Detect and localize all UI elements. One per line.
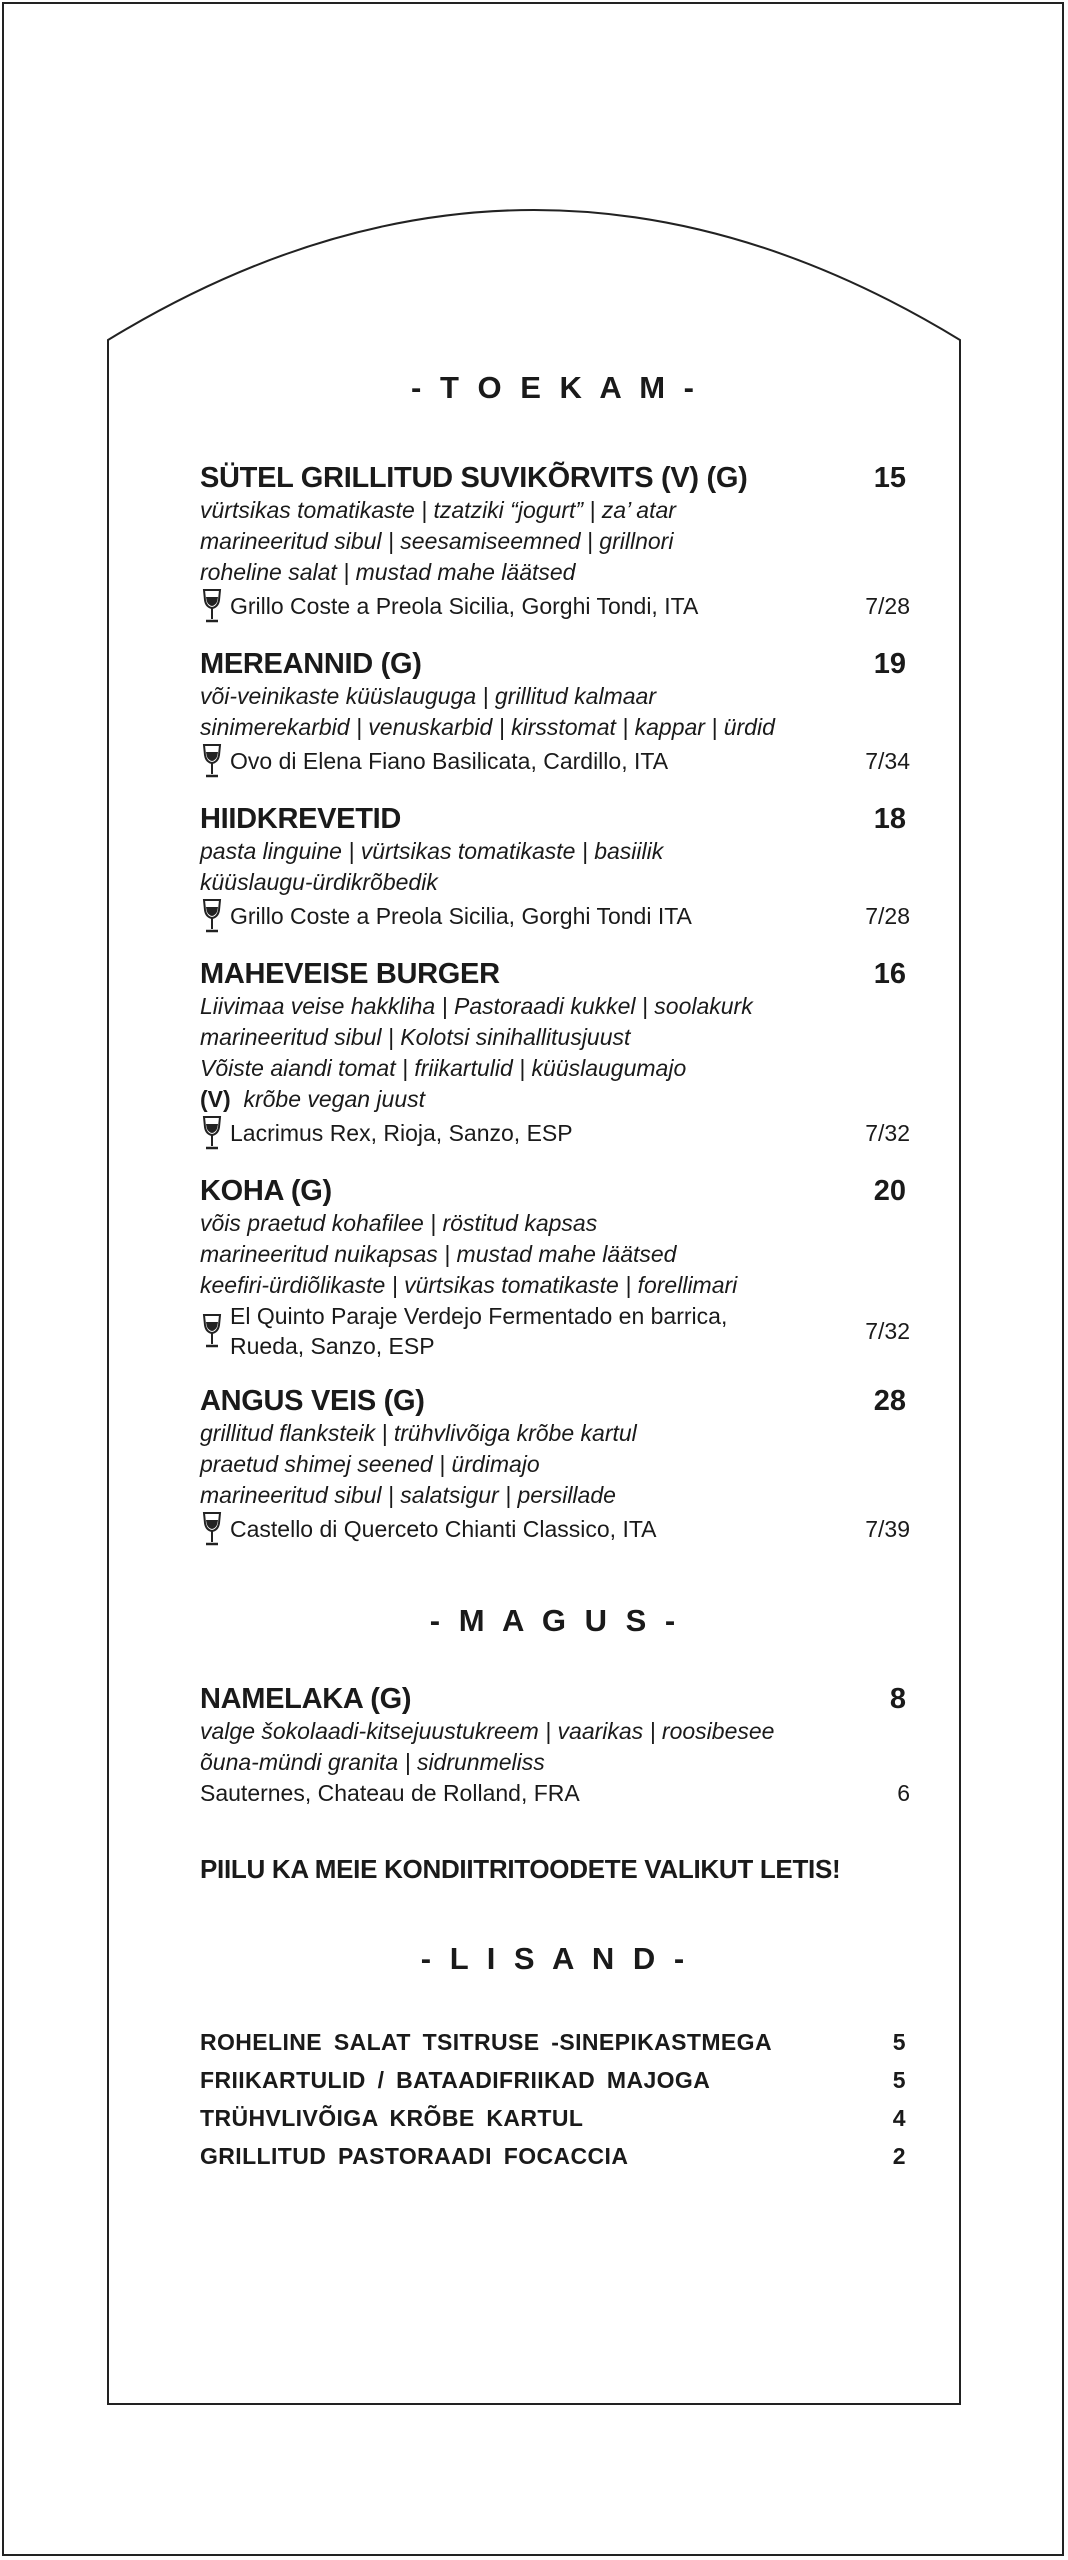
wine-glass-icon xyxy=(200,1511,224,1547)
dish-price: 28 xyxy=(873,1385,906,1417)
dish-description-line: roheline salat | mustad mahe läätsed xyxy=(200,559,576,585)
wine-price: 7/32 xyxy=(865,1120,910,1146)
wine-pairing xyxy=(200,1511,910,1547)
wine-price: 7/28 xyxy=(865,593,910,619)
wine-glass-icon xyxy=(200,898,224,934)
dish-description-line: Võiste aiandi tomat | friikartulid | küüslaugumajo xyxy=(200,1055,687,1081)
side-item xyxy=(200,2061,910,2099)
section-title-sides: - L I S A N D - xyxy=(420,1941,690,1976)
dish-description-line: marineeritud sibul | seesamiseemned | grillnori xyxy=(200,528,674,554)
wine-pairing xyxy=(200,1115,910,1151)
side-price: 5 xyxy=(892,2029,906,2055)
dish-description-line: pasta linguine | vürtsikas tomatikaste | basiilik xyxy=(200,838,664,864)
dish-description-line: grillitud flanksteik | trühvlivõiga krõbe kartul xyxy=(200,1420,637,1446)
side-label: TRÜHVLIVÕIGA KRÕBE KARTUL xyxy=(200,2105,584,2131)
wine-price: 7/39 xyxy=(865,1516,910,1542)
section-title-mains: - T O E K A M - xyxy=(411,370,699,405)
side-label: ROHELINE SALAT TSITRUSE -SINEPIKASTMEGA xyxy=(200,2029,772,2055)
wine-pairing xyxy=(200,588,910,624)
side-price: 5 xyxy=(892,2067,906,2093)
dish-price: 20 xyxy=(873,1175,906,1207)
wine-name: Lacrimus Rex, Rioja, Sanzo, ESP xyxy=(230,1120,573,1146)
side-price: 2 xyxy=(892,2143,906,2169)
side-label: FRIIKARTULID / BATAADIFRIIKAD MAJOGA xyxy=(200,2067,711,2093)
wine-pairing xyxy=(200,743,910,779)
wine-name-line2: Rueda, Sanzo, ESP xyxy=(230,1333,435,1359)
wine-pairing xyxy=(200,898,910,934)
menu-content xyxy=(200,360,910,2175)
wine-name: El Quinto Paraje Verdejo Fermentado en barrica, xyxy=(230,1303,728,1329)
dish-price: 18 xyxy=(873,803,906,835)
dish-price: 19 xyxy=(873,648,906,680)
side-label: GRILLITUD PASTORAADI FOCACCIA xyxy=(200,2143,629,2169)
wine-price: 6 xyxy=(897,1780,910,1806)
dish-item xyxy=(200,803,910,934)
side-price: 4 xyxy=(892,2105,906,2131)
dish-description-line: sinimerekarbid | venuskarbid | kirsstomat | kappar | ürdid xyxy=(200,714,775,740)
dish-description-line: marineeritud sibul | salatsigur | persillade xyxy=(200,1482,616,1508)
vegan-option xyxy=(200,1084,910,1115)
dish-name: MEREANNID (G) xyxy=(200,648,422,680)
dish-description-line: keefiri-ürdiõlikaste | vürtsikas tomatikaste | forellimari xyxy=(200,1272,738,1298)
vegan-option-text: krõbe vegan juust xyxy=(243,1086,426,1112)
side-item xyxy=(200,2137,910,2175)
dish-price: 8 xyxy=(889,1683,906,1715)
sides-list xyxy=(200,2023,910,2175)
dish-item xyxy=(200,958,910,1151)
wine-glass-icon xyxy=(200,1313,224,1349)
side-item xyxy=(200,2099,910,2137)
dish-item xyxy=(200,1385,910,1547)
dish-name: NAMELAKA (G) xyxy=(200,1683,412,1715)
dish-description-line: Liivimaa veise hakkliha | Pastoraadi kukkel | soolakurk xyxy=(200,993,753,1019)
wine-price: 7/28 xyxy=(865,903,910,929)
dish-name: KOHA (G) xyxy=(200,1175,332,1207)
wine-name: Sauternes, Chateau de Rolland, FRA xyxy=(200,1780,580,1806)
dish-description-line: või-veinikaste küüslauguga | grillitud kalmaar xyxy=(200,683,656,709)
dish-name: HIIDKREVETID xyxy=(200,803,402,835)
dish-description-line: marineeritud nuikapsas | mustad mahe läätsed xyxy=(200,1241,677,1267)
dish-description-line: võis praetud kohafilee | röstitud kapsas xyxy=(200,1210,598,1236)
dish-price: 16 xyxy=(873,958,906,990)
wine-price: 7/32 xyxy=(865,1318,910,1344)
dish-item xyxy=(200,1175,910,1361)
dish-name: SÜTEL GRILLITUD SUVIKÕRVITS (V) (G) xyxy=(200,462,748,494)
wine-pairing xyxy=(200,1778,910,1808)
promo-text: PIILU KA MEIE KONDIITRITOODETE VALIKUT LETIS! xyxy=(200,1854,841,1884)
dish-description-line: vürtsikas tomatikaste | tzatziki “jogurt” | za’ atar xyxy=(200,497,676,523)
wine-price: 7/34 xyxy=(865,748,910,774)
wine-glass-icon xyxy=(200,743,224,779)
wine-name: Grillo Coste a Preola Sicilia, Gorghi Tondi, ITA xyxy=(230,593,699,619)
section-title-dessert: - M A G U S - xyxy=(429,1603,681,1638)
vegan-tag: (V) xyxy=(200,1086,231,1112)
side-item xyxy=(200,2023,910,2061)
dish-name: MAHEVEISE BURGER xyxy=(200,958,500,990)
wine-pairing xyxy=(200,1301,910,1361)
dish-name: ANGUS VEIS (G) xyxy=(200,1385,425,1417)
dessert-item xyxy=(200,1683,910,1808)
wine-name: Castello di Querceto Chianti Classico, ITA xyxy=(230,1516,657,1542)
dish-item xyxy=(200,648,910,779)
dish-description-line: küüslaugu-ürdikrõbedik xyxy=(200,869,438,895)
dish-price: 15 xyxy=(873,462,906,494)
wine-name: Grillo Coste a Preola Sicilia, Gorghi Tondi ITA xyxy=(230,903,692,929)
dish-description-line: valge šokolaadi-kitsejuustukreem | vaarikas | roosibesee xyxy=(200,1718,775,1744)
dish-description-line: õuna-mündi granita | sidrunmeliss xyxy=(200,1749,545,1775)
dish-description-line: marineeritud sibul | Kolotsi sinihallitusjuust xyxy=(200,1024,631,1050)
dish-description-line: praetud shimej seened | ürdimajo xyxy=(200,1451,540,1477)
wine-name: Ovo di Elena Fiano Basilicata, Cardillo, ITA xyxy=(230,748,669,774)
wine-glass-icon xyxy=(200,1115,224,1151)
dish-item xyxy=(200,462,910,624)
wine-glass-icon xyxy=(200,588,224,624)
